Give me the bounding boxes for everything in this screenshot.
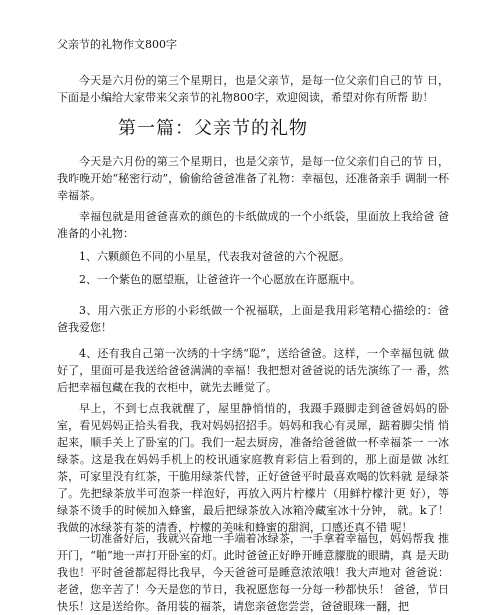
body-paragraph: 幸福包就是用爸爸喜欢的颜色的卡纸做成的一个小纸袋，里面放上我给爸 爸准备的小礼物： [57, 210, 449, 240]
list-item: 2、一个紫色的愿望瓶，让爸爸许一个心愿放在许愿瓶中。 [79, 273, 361, 286]
list-item: 4、还有我自己第一次绣的十字绣“聪”，送给爸爸。这样，一个幸福包就 做好了，里面可是我送给爸爸满满的幸福！我把想对爸爸说的话先演练了一 番，然后把幸福包藏在我的衣柜中，就先去睡觉了。 [57, 347, 449, 394]
section-heading: 第一篇：父亲节的礼物 [118, 118, 308, 139]
document-title: 父亲节的礼物作文800字 [57, 38, 177, 51]
intro-paragraph: 今天是六月份的第三个星期日，也是父亲节，是每一位父亲们自己的节 日，下面是小编给大家带来父亲节的礼物800字，欢迎阅读，希望对你有所帮 助！ [57, 74, 449, 104]
list-item: 3、用六张正方形的小彩纸做一个祝福联，上面是我用彩笔精心描绘的：爸 爸我爱您！ [57, 304, 449, 334]
body-paragraph: 早上，不到七点我就醒了，屋里静悄悄的，我蹑手蹑脚走到爸爸妈妈的卧 室，看见妈妈正拾头看我，我对妈妈招招手。妈妈和我心有灵犀，踮着脚尖悄 悄起来，顺手关上了卧室的门。我们一起去厨房，准备给爸爸做一杯幸福茶一 一冰绿茶。这是我在妈妈手机上的校讯通家庭教育彩信上看到的，那上面是做 冰红茶，可家里没有红茶，干脆用绿茶代替，正好爸爸平时最喜欢喝的饮料就 是绿茶了。先把绿茶放半可泡茶一样泡好，再放入两片柠檬片（用鲜柠檬汁更 好），等绿茶不烫手的时候加入蜂蜜，最后把绿茶放入冰箱冷藏室冰十分钟， 就。k了！我做的冰绿茶有茶的清香，柠檬的美味和蜂蜜的甜润，口感还真不错 呢！ [57, 402, 449, 534]
list-item: 1、六颗颜色不同的小星星，代表我对爸爸的六个祝愿。 [79, 250, 350, 263]
body-paragraph: 今天是六月份的第三个星期日，也是父亲节，是每一位父亲们自己的节 日，我昨晚开始“秘密行动”，偷偷给爸爸准备了礼物：幸福包，还准备亲手 调制一杯幸福茶。 [57, 155, 449, 202]
body-paragraph: 一切准备好后，我就兴奋地一手端着冰绿茶，一手拿着幸福包，妈妈帮我 推开门，“啪”地一声打开卧室的灯。此时爸爸正好睁开睡意朦胧的眼睛，真 是天助我也！平时爸爸都起得比我早，今天爸爸可是睡意浓浓哦！我大声地对 爸爸说：老爸，您辛苦了！今天是您的节日，我祝愿您每一分每一秒都快乐！ 爸爸，节日快乐！这是送给你。备用装的福茶，请您亲爸您尝尝，爸爸眼珠一翻，把 [57, 532, 449, 613]
